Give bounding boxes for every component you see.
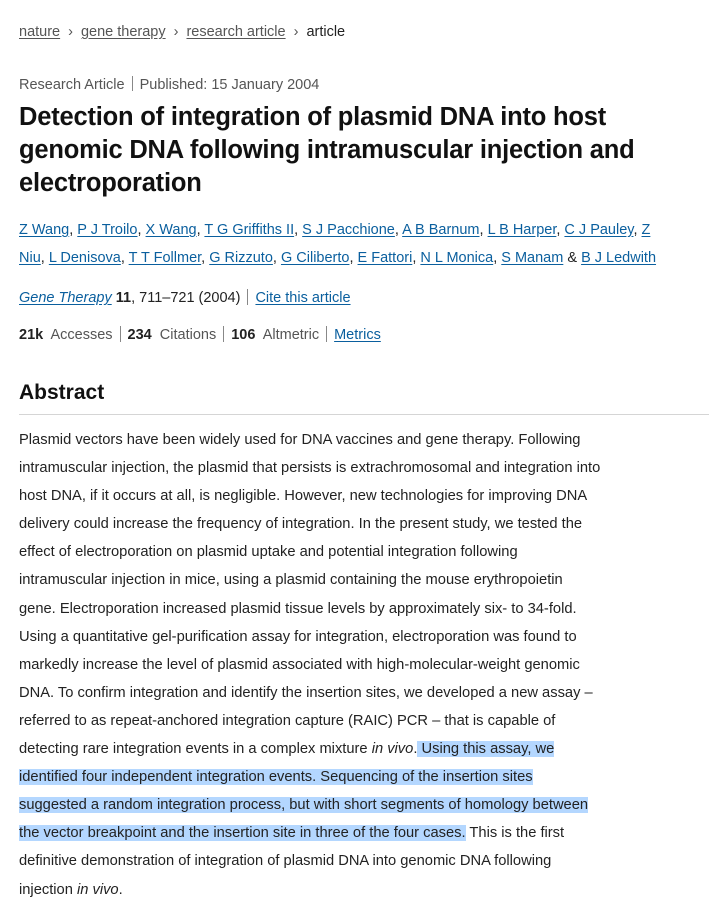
abstract-line: Using a quantitative gel-purification assay for integration, electroporation was found to	[19, 628, 577, 645]
divider	[132, 76, 133, 91]
title-line: electroporation	[19, 169, 202, 197]
divider	[223, 326, 224, 342]
abstract-line: definitive demonstration of integration of plasmid DNA into genomic DNA following	[19, 853, 552, 870]
journal-link[interactable]: Gene Therapy	[19, 290, 112, 306]
abstract-line: intramuscular injection, the plasmid that persists is extrachromosomal and integration into	[19, 460, 601, 477]
abstract-line: intramuscular injection in mice, using a plasmid containing the mouse erythropoietin	[19, 572, 563, 589]
abstract-heading: Abstract	[19, 381, 105, 404]
author-link[interactable]: E Fattori	[357, 250, 413, 266]
altmetric-count: 106	[231, 327, 256, 343]
chevron-right-icon: ›	[293, 24, 299, 40]
journal-pages: , 711–721 (2004)	[131, 290, 241, 306]
metrics-link[interactable]: Metrics	[334, 327, 381, 343]
article-meta	[19, 76, 319, 93]
abstract-line	[19, 763, 719, 791]
author-link[interactable]: X Wang	[145, 222, 197, 238]
abstract-line: referred to as repeat-anchored integration capture (RAIC) PCR – that is capable of	[19, 712, 556, 729]
cite-article-link[interactable]: Cite this article	[255, 290, 351, 306]
article-type: Research Article	[19, 77, 125, 93]
accesses-label: Accesses	[50, 327, 113, 343]
article-metrics	[19, 326, 381, 343]
author-link[interactable]: Niu	[19, 250, 41, 266]
abstract-line: markedly increase the level of plasmid associated with high-molecular-weight genomic	[19, 656, 580, 673]
author-link[interactable]: Z	[641, 222, 651, 238]
title-line: Detection of integration of plasmid DNA into host	[19, 103, 607, 131]
author-list	[19, 216, 719, 272]
abstract-body	[19, 426, 719, 904]
author-and: &	[567, 250, 578, 266]
abstract-italic: in vivo	[76, 881, 119, 898]
author-link[interactable]: T G Griffiths II	[204, 222, 295, 238]
abstract-line	[19, 819, 719, 847]
breadcrumb-current: article	[306, 24, 346, 40]
abstract-text: injection	[19, 881, 77, 898]
selected-text: identified four independent integration events. Sequencing of the insertion sites	[19, 769, 533, 786]
selected-text: the vector breakpoint and the insertion site in three of the four cases.	[19, 825, 466, 842]
author-link[interactable]: P J Troilo	[77, 222, 138, 238]
author-link[interactable]: N L Monica	[420, 250, 494, 266]
section-divider	[19, 414, 709, 415]
title-line: genomic DNA following intramuscular injection and	[19, 136, 635, 164]
author-line: Niu, L Denisova, T T Follmer, G Rizzuto, G Ciliberto, E Fattori, N L Monica, S Manam & B J Ledwith	[19, 250, 657, 266]
citations-count: 234	[127, 327, 152, 343]
selected-text: Using this assay, we	[417, 741, 555, 758]
abstract-line: gene. Electroporation increased plasmid tissue levels by approximately six- to 34-fold.	[19, 600, 577, 617]
abstract-text: .	[413, 741, 418, 758]
abstract-line: Plasmid vectors have been widely used for DNA vaccines and gene therapy. Following	[19, 432, 581, 448]
abstract-line	[19, 791, 719, 819]
citations-label: Citations	[159, 327, 217, 343]
chevron-right-icon: ›	[68, 24, 73, 40]
author-link[interactable]: A B Barnum	[402, 222, 480, 238]
author-line: Z Wang, P J Troilo, X Wang, T G Griffiths II, S J Pacchione, A B Barnum, L B Harper, C J Pauley, Z	[19, 222, 651, 238]
citation-line	[19, 289, 351, 306]
published-date: Published: 15 January 2004	[139, 77, 320, 93]
author-link[interactable]: S J Pacchione	[302, 222, 395, 238]
selected-text: suggested a random integration process, but with short segments of homology between	[19, 797, 589, 814]
abstract-text: .	[118, 881, 123, 898]
author-link[interactable]: B J Ledwith	[581, 250, 657, 266]
author-link[interactable]: G Ciliberto	[280, 250, 350, 266]
author-link[interactable]: T T Follmer	[128, 250, 202, 266]
breadcrumb-link-gene-therapy[interactable]: gene therapy	[80, 24, 166, 40]
abstract-italic: in vivo	[371, 741, 414, 758]
page-title	[19, 101, 709, 200]
divider	[247, 289, 248, 305]
altmetric-label: Altmetric	[262, 327, 320, 343]
author-link[interactable]: C J Pauley	[564, 222, 634, 238]
journal-volume: 11	[115, 290, 132, 306]
abstract-line: effect of electroporation on plasmid uptake and potential integration following	[19, 544, 518, 561]
abstract-line: DNA. To confirm integration and identify the insertion sites, we developed a new assay –	[19, 684, 593, 701]
abstract-line: delivery could increase the frequency of integration. In the present study, we tested the	[19, 516, 583, 533]
abstract-line	[19, 735, 719, 763]
breadcrumb	[19, 24, 345, 40]
chevron-right-icon: ›	[173, 24, 179, 40]
abstract-text: This is the first	[465, 825, 565, 842]
breadcrumb-link-research-article[interactable]: research article	[186, 24, 286, 40]
author-link[interactable]: Z Wang	[19, 222, 70, 238]
divider	[326, 326, 327, 342]
abstract-text: detecting rare integration events in a complex mixture	[19, 741, 372, 758]
abstract-line: host DNA, if it occurs at all, is negligible. However, new technologies for improving DNA	[19, 488, 588, 505]
author-link[interactable]: L B Harper	[487, 222, 557, 238]
abstract-line	[19, 876, 719, 904]
divider	[120, 326, 121, 342]
author-link[interactable]: G Rizzuto	[209, 250, 273, 266]
author-link[interactable]: S Manam	[501, 250, 564, 266]
breadcrumb-link-nature[interactable]: nature	[19, 24, 61, 40]
author-link[interactable]: L Denisova	[48, 250, 121, 266]
accesses-count: 21k	[19, 327, 44, 343]
